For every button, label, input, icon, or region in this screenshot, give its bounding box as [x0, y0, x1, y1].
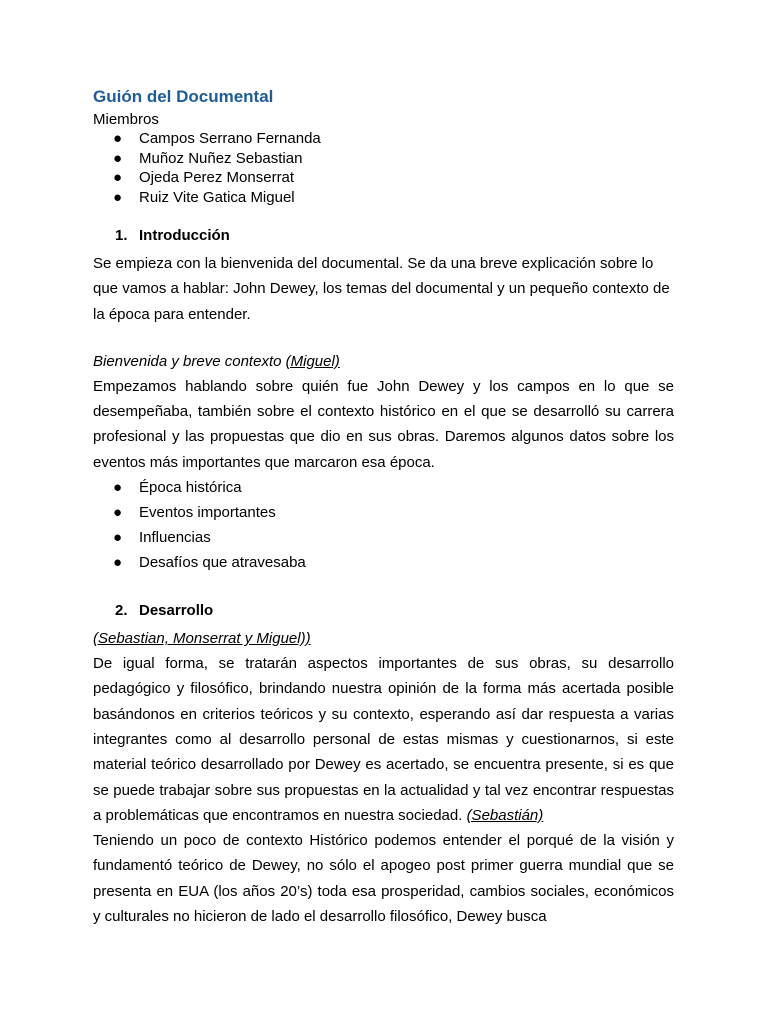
- member-item: ● Ruiz Vite Gatica Miguel: [113, 188, 295, 206]
- bullet-icon: ●: [113, 529, 123, 547]
- para1-author: (Sebastián): [466, 806, 544, 824]
- section2-para1: De igual forma, se tratarán aspectos importantes de sus obras, su desarrollo pedagógico y filosófico, brindando nuestra opinión de la forma más acertada posible basándonos en criterios teóricos y su contexto, esperando así dar respuesta a varias integrantes como al desarrollo personal de estas mismas y cuestionarnos, si este material teórico desarrollado por Dewey es acertado, se encuentra presente, si es que se puede trabajar sobre sus propuestas en la actualidad y tal vez encontrar respuestas a problemáticas que encontramos en nuestra sociedad. (Sebastián): [93, 655, 674, 824]
- member-item: ● Campos Serrano Fernanda: [113, 130, 321, 147]
- list-item: ● Desafíos que atravesaba: [93, 550, 674, 575]
- list-item: ● Época histórica: [93, 475, 674, 500]
- subheading-author: (Miguel): [285, 352, 340, 370]
- section1-subheading: Bienvenida y breve contexto (Miguel): [93, 352, 340, 370]
- document-page: [93, 84, 674, 929]
- bullet-icon: ●: [113, 479, 123, 497]
- bullet-icon: ●: [113, 504, 123, 522]
- bullet-icon: ●: [113, 130, 123, 147]
- members-list: [93, 129, 674, 207]
- bullet-icon: ●: [113, 169, 123, 186]
- members-label: Miembros: [93, 111, 159, 128]
- section1-intro: Se empieza con la bienvenida del documental. Se da una breve explicación sobre lo que vamos a hablar: John Dewey, los temas del documental y un pequeño contexto de la época para entender.: [93, 255, 670, 323]
- bullet-icon: ●: [113, 188, 123, 206]
- section2-heading: 2. Desarrollo: [115, 602, 214, 620]
- member-item: ● Muñoz Nuñez Sebastian: [113, 149, 303, 167]
- document-title: Guión del Documental: [93, 87, 274, 106]
- section2-authors: (Sebastian, Monserrat y Miguel)): [93, 630, 311, 648]
- section2-para2: Teniendo un poco de contexto Histórico podemos entender el porqué de la visión y fundamentó teórico de Dewey, no sólo el apogeo post primer guerra mundial que se presenta en EUA (los años 20’s) toda esa prosperidad, cambios sociales, económicos y culturales no hicieron de lado el desarrollo filosófico, Dewey busca: [93, 832, 674, 926]
- section1-items: [93, 475, 674, 575]
- bullet-icon: ●: [113, 554, 123, 572]
- member-item: ● Ojeda Perez Monserrat: [113, 169, 295, 186]
- list-item: ● Eventos importantes: [93, 500, 674, 525]
- section1-heading: 1. Introducción: [115, 227, 230, 244]
- list-item: ● Influencias: [93, 525, 674, 550]
- section1-body: Empezamos hablando sobre quién fue John Dewey y los campos en lo que se desempeñaba, también sobre el contexto histórico en el que se desarrolló su carrera profesional y las propuestas que dio en sus obras. Daremos algunos datos sobre los eventos más importantes que marcaron esa época.: [93, 377, 674, 471]
- bullet-icon: ●: [113, 149, 123, 167]
